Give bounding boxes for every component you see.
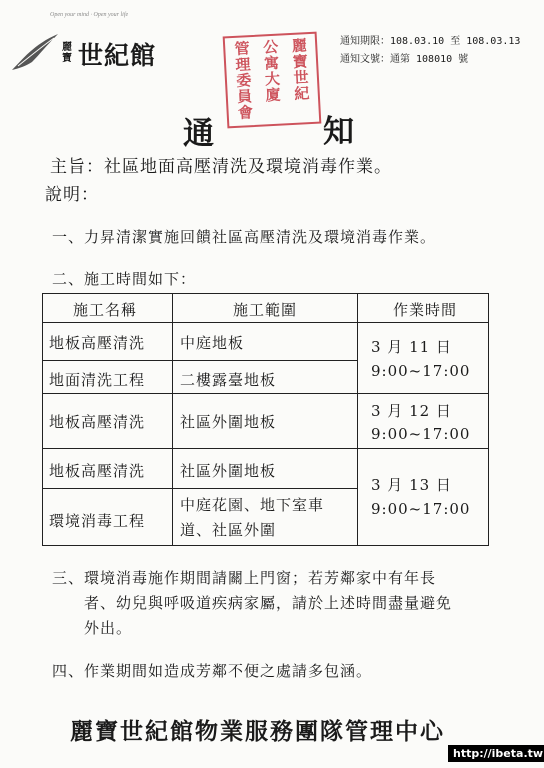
logo-name-small: 麗寶 (62, 42, 72, 64)
feather-logo-icon (10, 32, 60, 72)
table-row-2-area: 二樓露臺地板 (180, 371, 277, 389)
table-row-1-area: 中庭地板 (180, 334, 245, 352)
table-row-4-area: 社區外圍地板 (180, 462, 277, 480)
table-row-4-name: 地板高壓清洗 (49, 462, 146, 480)
subject-line: 主旨：社區地面高壓清洗及環境消毒作業。 (50, 157, 392, 177)
table-time-3-hours: 9:00~17:00 (371, 500, 471, 518)
logo-tagline: Open your mind · Open your life (50, 12, 129, 18)
official-seal (223, 32, 322, 129)
item-two: 二、施工時間如下： (52, 270, 197, 288)
item-three (52, 566, 452, 641)
seal-text-col-1: 麗寶世紀 (289, 37, 311, 102)
table-row-5-area-cont: 道、社區外圍 (180, 521, 277, 539)
table-time-3-date: 3 月 13 日 (371, 476, 452, 494)
table-row-5-name: 環境消毒工程 (49, 512, 146, 530)
table-time-2-date: 3 月 12 日 (371, 402, 452, 420)
item-four: 四、作業期間如造成芳鄰不便之處請多包涵。 (52, 662, 373, 680)
seal-text-col-3: 管理委員會 (232, 40, 255, 121)
schedule-table (42, 293, 489, 546)
item-three-line-3: 外出。 (84, 619, 133, 637)
table-row-5-area: 中庭花園、地下室車 (180, 496, 325, 514)
watermark: http://ibeta.tw (448, 745, 544, 762)
table-time-2-hours: 9:00~17:00 (371, 425, 471, 443)
footer-signature: 麗寶世紀館物業服務團隊管理中心 (70, 718, 445, 745)
table-row-3-name: 地板高壓清洗 (49, 413, 146, 431)
table-header-time: 作業時間 (393, 301, 458, 319)
table-time-1-hours: 9:00~17:00 (371, 362, 471, 380)
table-time-1-date: 3 月 11 日 (371, 338, 452, 356)
notice-period: 通知期限：108.03.10 至 108.03.13 (340, 36, 521, 47)
table-header-area: 施工範圍 (233, 301, 298, 319)
item-three-line-2: 者、幼兒與呼吸道疾病家屬，請於上述時間盡量避免 (84, 594, 453, 612)
title-right: 知 (323, 114, 354, 150)
title-left: 通 (183, 116, 214, 152)
seal-text-col-2: 公寓大廈 (260, 38, 283, 104)
table-row-1-name: 地板高壓清洗 (49, 334, 146, 352)
item-three-line-1: 三、環境消毒施作期間請關上門窗；若芳鄰家中有年長 (52, 569, 437, 587)
logo-name: 世紀館 (78, 41, 157, 70)
table-row-3-area: 社區外圍地板 (180, 413, 277, 431)
item-one: 一、力昇清潔實施回饋社區高壓清洗及環境消毒作業。 (52, 228, 437, 246)
table-row-2-name: 地面清洗工程 (49, 371, 146, 389)
explain-label: 說明： (45, 185, 99, 205)
table-header-name: 施工名稱 (73, 301, 138, 319)
notice-doc-number: 通知文號：通第 108010 號 (340, 54, 469, 65)
